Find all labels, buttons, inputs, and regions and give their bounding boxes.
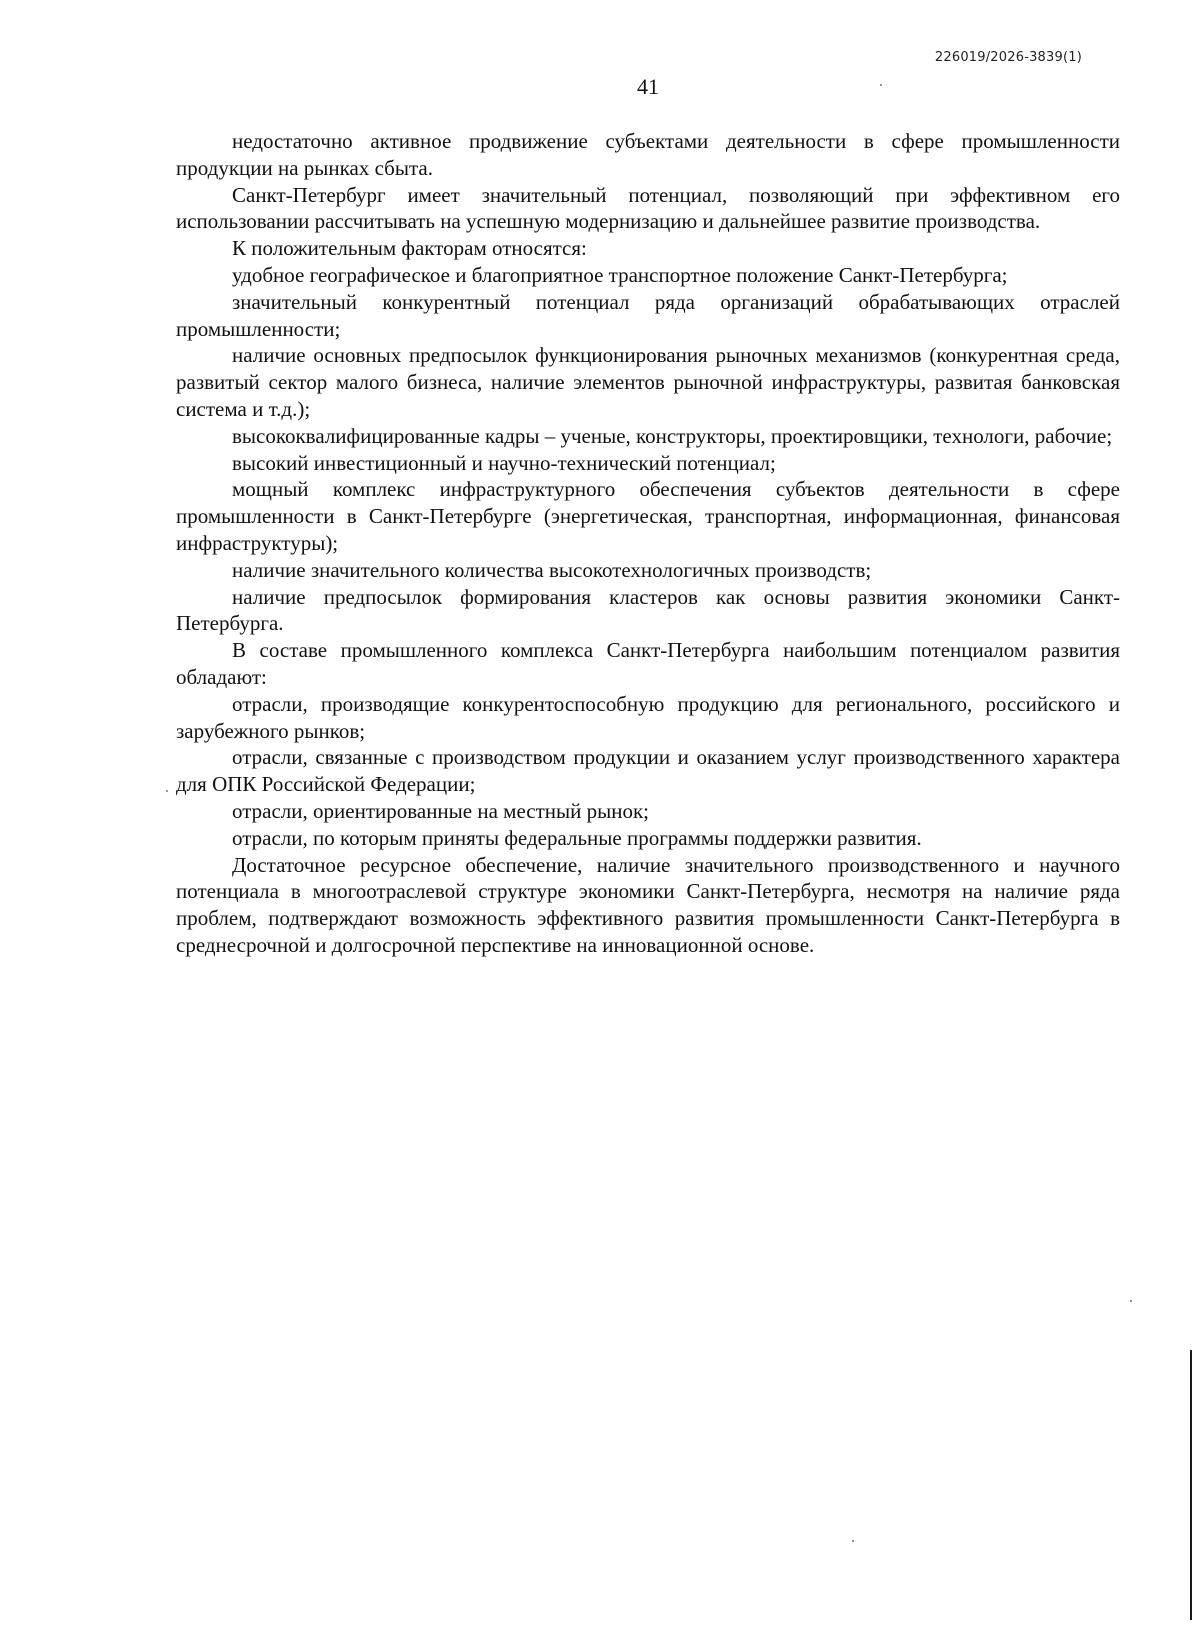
scan-speck [880, 84, 882, 86]
page-number: 41 [637, 74, 659, 99]
paragraph-3: К положительным факторам относятся: [232, 236, 587, 261]
paragraph-8: высокий инвестиционный и научно-технический потенциал; [232, 450, 776, 475]
scan-speck [166, 790, 168, 792]
paragraph-10: наличие значительного количества высокотехнологичных производств; [232, 557, 872, 582]
scan-edge-line [1190, 1350, 1192, 1620]
document-body [176, 128, 1120, 959]
paragraph-4: удобное географическое и благоприятное транспортное положение Санкт-Петербурга; [232, 262, 1008, 287]
paragraph-9: мощный комплекс инфраструктурного обеспечения субъектов деятельности в сфере промышленности в Санкт-Петербурге (энергетическая, транспортная, информационная, финансовая инфраструктуры); [176, 477, 1120, 555]
document-id: 226019/2026-3839(1) [934, 50, 1082, 65]
paragraph-15: отрасли, ориентированные на местный рынок; [232, 798, 650, 823]
scan-speck [1130, 1300, 1132, 1302]
scan-speck [852, 1540, 854, 1542]
paragraph-12: В составе промышленного комплекса Санкт-Петербурга наибольшим потенциалом развития обладают: [176, 638, 1120, 689]
paragraph-16: отрасли, по которым приняты федеральные программы поддержки развития. [232, 825, 922, 850]
paragraph-14: отрасли, связанные с производством продукции и оказанием услуг производственного характера для ОПК Российской Федерации; [176, 745, 1120, 797]
paragraph-2: Санкт-Петербург имеет значительный потенциал, позволяющий при эффективном его использовании рассчитывать на успешную модернизацию и дальнейшее развитие производства. [176, 182, 1120, 234]
paragraph-17: Достаточное ресурсное обеспечение, наличие значительного производственного и научного потенциала в многоотраслевой структуре экономики Санкт-Петербурга, несмотря на наличие ряда проблем, подтверждают возможность эффективного развития промышленности Санкт-Петербурга в среднесрочной и долгосрочной перспективе на инновационной основе. [176, 852, 1120, 957]
paragraph-6: наличие основных предпосылок функционирования рыночных механизмов (конкурентная среда, развитый сектор малого бизнеса, наличие элементов рыночной инфраструктуры, развитая банковская система и т.д.); [176, 343, 1120, 421]
paragraph-13: отрасли, производящие конкурентоспособную продукцию для регионального, российского и зарубежного рынков; [176, 691, 1120, 743]
paragraph-11: наличие предпосылок формирования кластеров как основы развития экономики Санкт-Петербурга. [176, 584, 1120, 636]
paragraph-5: значительный конкурентный потенциал ряда организаций обрабатывающих отраслей промышленности; [176, 289, 1120, 341]
paragraph-7: высококвалифицированные кадры – ученые, конструкторы, проектировщики, технологи, рабочие; [232, 423, 1113, 448]
paragraph-1: недостаточно активное продвижение субъектами деятельности в сфере промышленности продукции на рынках сбыта. [176, 129, 1120, 180]
